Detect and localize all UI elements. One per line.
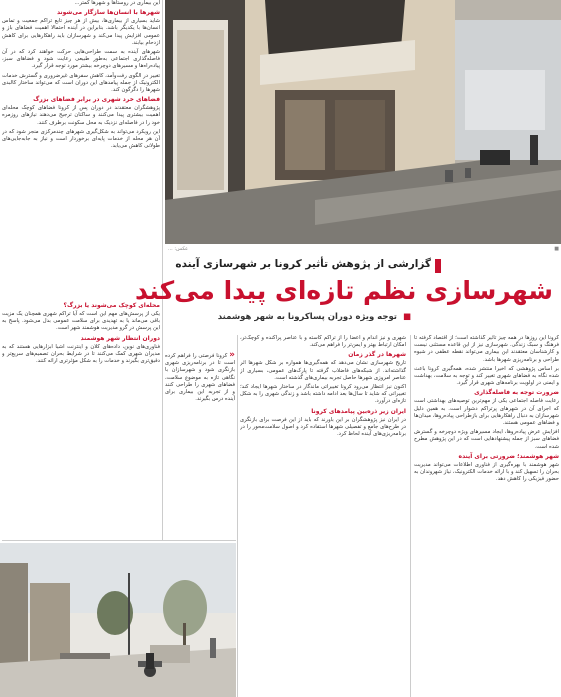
photo-caption: عکس: ... — [168, 246, 189, 252]
paragraph: این بیماری در روستاها و شهرها کمتر... — [74, 0, 160, 6]
paragraph: فناوری‌های نوین، داده‌های کلان و اینترنت اشیا ابزارهایی هستند که به مدیران شهری کمک می‌کنند تا در شرایط بحران تصمیم‌های سریع‌تر و دقیق‌تری بگیرند و خدمات را به شکل مؤثرتری ارائه کنند. — [2, 343, 160, 365]
subheading: دوران انتظار شهر هوشمند — [80, 334, 160, 342]
paragraph: رعایت فاصله اجتماعی یکی از مهم‌ترین توصیه‌های بهداشتی است که اجرای آن در شهرهای پرتراکم دشوار است. به همین دلیل شهرسازان به دنبال راهکارهایی برای بازطراحی پیاده‌روها، میدان‌ها و فضاهای عمومی هستند. — [414, 398, 559, 427]
section-tag: ■ — [554, 246, 559, 252]
subheading: شهرها در گذر زمان — [348, 351, 406, 359]
subheading: فضاهای خرد شهری در برابر فضاهای بزرگ — [33, 96, 160, 104]
deck-text: توجه ویژه دوران پساکرونا به شهر هوشمند — [217, 312, 397, 322]
kicker-marker — [435, 259, 441, 273]
quote-mark: « — [229, 352, 235, 360]
subheading: شهرها با انسان‌ها سازگار می‌شوند — [56, 9, 160, 17]
paragraph: پژوهشگران معتقدند در دوران پس از کرونا فضاهای کوچک محله‌ای اهمیت بیشتری پیدا می‌کنند و ساکنان ترجیح می‌دهند نیازهای روزمره خود را در فاصله‌ای نزدیک به محل سکونت برطرف کنند. — [2, 105, 160, 126]
subheading: محله‌ای کوچک می‌شوند یا بزرگ؟ — [63, 302, 160, 309]
column-right-a — [414, 335, 559, 697]
paragraph: کرونا این روزها در همه چیز تأثیر گذاشته است؛ از اقتصاد گرفته تا فرهنگ و سبک زندگی. شهرسازی نیز از این قاعده مستثنی نیست و کارشناسان معتقدند این بیماری می‌تواند نقطه عطفی در شیوه طراحی و برنامه‌ریزی شهرها باشد. — [414, 335, 559, 363]
column-left-mid — [2, 300, 160, 538]
deck-marker: ■ — [402, 312, 411, 322]
paragraph: تاریخ شهرسازی نشان می‌دهد که همه‌گیری‌ها همواره بر شکل شهرها اثر گذاشته‌اند. از شبکه‌های فاضلاب گرفته تا پارک‌های عمومی، بسیاری از عناصر امروزی شهرها حاصل تجربه بیماری‌های گذشته است. — [240, 360, 406, 381]
column-right-b — [240, 335, 406, 697]
column-divider — [410, 335, 411, 697]
paragraph: بر اساس پژوهشی که اخیرا منتشر شده، همه‌گیری کرونا باعث شده نگاه به فضاهای شهری تغییر کند و توجه به سلامت، بهداشت و ایمنی در اولویت برنامه‌های شهری قرار گیرد. — [414, 365, 559, 387]
paragraph: یکی از پرسش‌های مهم این است که آیا تراکم شهری همچنان یک مزیت باقی می‌ماند یا به تهدیدی برای سلامت عمومی بدل می‌شود. پاسخ به این پرسش در گرو مدیریت هوشمند شهر است. — [2, 311, 160, 332]
street-photo — [165, 0, 561, 244]
paragraph: شهری و نیز اندام و اعضا را از تراکم کاسته و با عناصر پراکنده و کوچک‌تر، امکان ارتباط بهتر و ایمن‌تر را فراهم می‌کند. — [240, 335, 406, 349]
kicker: گزارشی از پژوهش تأثیر کرونا بر شهرسازی آینده — [175, 258, 431, 270]
paragraph: این رویکرد می‌تواند به شکل‌گیری شهرهای چندمرکزی منجر شود که در آن هر محله از خدمات پایه‌ای برخوردار است و نیاز به جابه‌جایی‌های طولانی کاهش می‌یابد. — [2, 128, 160, 150]
subheading: ضرورت توجه به فاصله‌گذاری — [474, 389, 559, 397]
pull-quote — [165, 352, 235, 524]
section-divider — [2, 540, 236, 541]
park-photo-image — [0, 543, 236, 697]
paragraph: در ایران نیز پژوهشگران بر این باورند که باید از این فرصت برای بازنگری در طرح‌های جامع و تفصیلی شهرها استفاده کرد و اصول سلامت‌محور را در برنامه‌ریزی‌های آینده لحاظ کرد. — [240, 416, 406, 438]
paragraph: اکنون نیز انتظار می‌رود کرونا تغییراتی ماندگار در ساختار شهرها ایجاد کند؛ تغییراتی که شاید تا سال‌ها بعد ادامه داشته باشد و زندگی شهری را به شکل تازه‌ای درآورد. — [240, 384, 406, 405]
subheading: شهر هوشمند؛ ضرورتی برای آینده — [458, 452, 559, 460]
headline: شهرسازی نظم تازه‌ای پیدا می‌کند — [134, 276, 553, 305]
paragraph: شاید بسیاری از بیماری‌ها، بیش از هر چیز تابع تراکم جمعیت و تماس انسان‌ها با یکدیگر باشد. بنابراین در آینده احتمالا اهمیت فضاهای باز و عمومی افزایش پیدا می‌کند و شهرسازان باید راهکارهایی برای کاهش ازدحام بیابند. — [2, 18, 160, 46]
paragraph: تغییر در الگوی رفت‌وآمد، کاهش سفرهای غیرضروری و گسترش خدمات الکترونیک از جمله پیامدهای این دوران است که می‌تواند ساختار کالبدی شهرها را دگرگون کند. — [2, 72, 160, 94]
column-divider — [162, 0, 163, 540]
column-divider — [237, 335, 238, 697]
pull-quote-text: کرونا فرصتی را فراهم کرده است تا در برنامه‌ریزی شهری بازنگری شود و شهرسازان با نگاهی تازه به موضوع سلامت، فضاهای شهری را طراحی کنند و از تجربه این بیماری برای آینده درس بگیرند. — [165, 353, 235, 403]
subheading: ایران زیر ذره‌بین پیامدهای کرونا — [311, 407, 406, 415]
column-left-top — [2, 0, 160, 298]
paragraph: افزایش عرض پیاده‌روها، ایجاد مسیرهای ویژه دوچرخه و گسترش فضاهای سبز از جمله پیشنهادهایی است که در این پژوهش مطرح شده است. — [414, 429, 559, 450]
paragraph: شهرهای آینده به سمت طراحی‌هایی حرکت خواهند کرد که در آن فاصله‌گذاری اجتماعی به‌طور طبیعی رعایت شود و فضاهای سبز، پیاده‌راه‌ها و مسیرهای دوچرخه بیشتر مورد توجه قرار گیرد. — [2, 49, 160, 70]
paragraph: شهر هوشمند با بهره‌گیری از فناوری اطلاعات می‌تواند مدیریت بحران را تسهیل کند و با ارائه خدمات الکترونیک، نیاز شهروندان به حضور فیزیکی را کاهش دهد. — [414, 461, 559, 483]
deck — [218, 312, 411, 322]
street-photo-image — [165, 0, 561, 244]
park-photo — [0, 543, 236, 697]
